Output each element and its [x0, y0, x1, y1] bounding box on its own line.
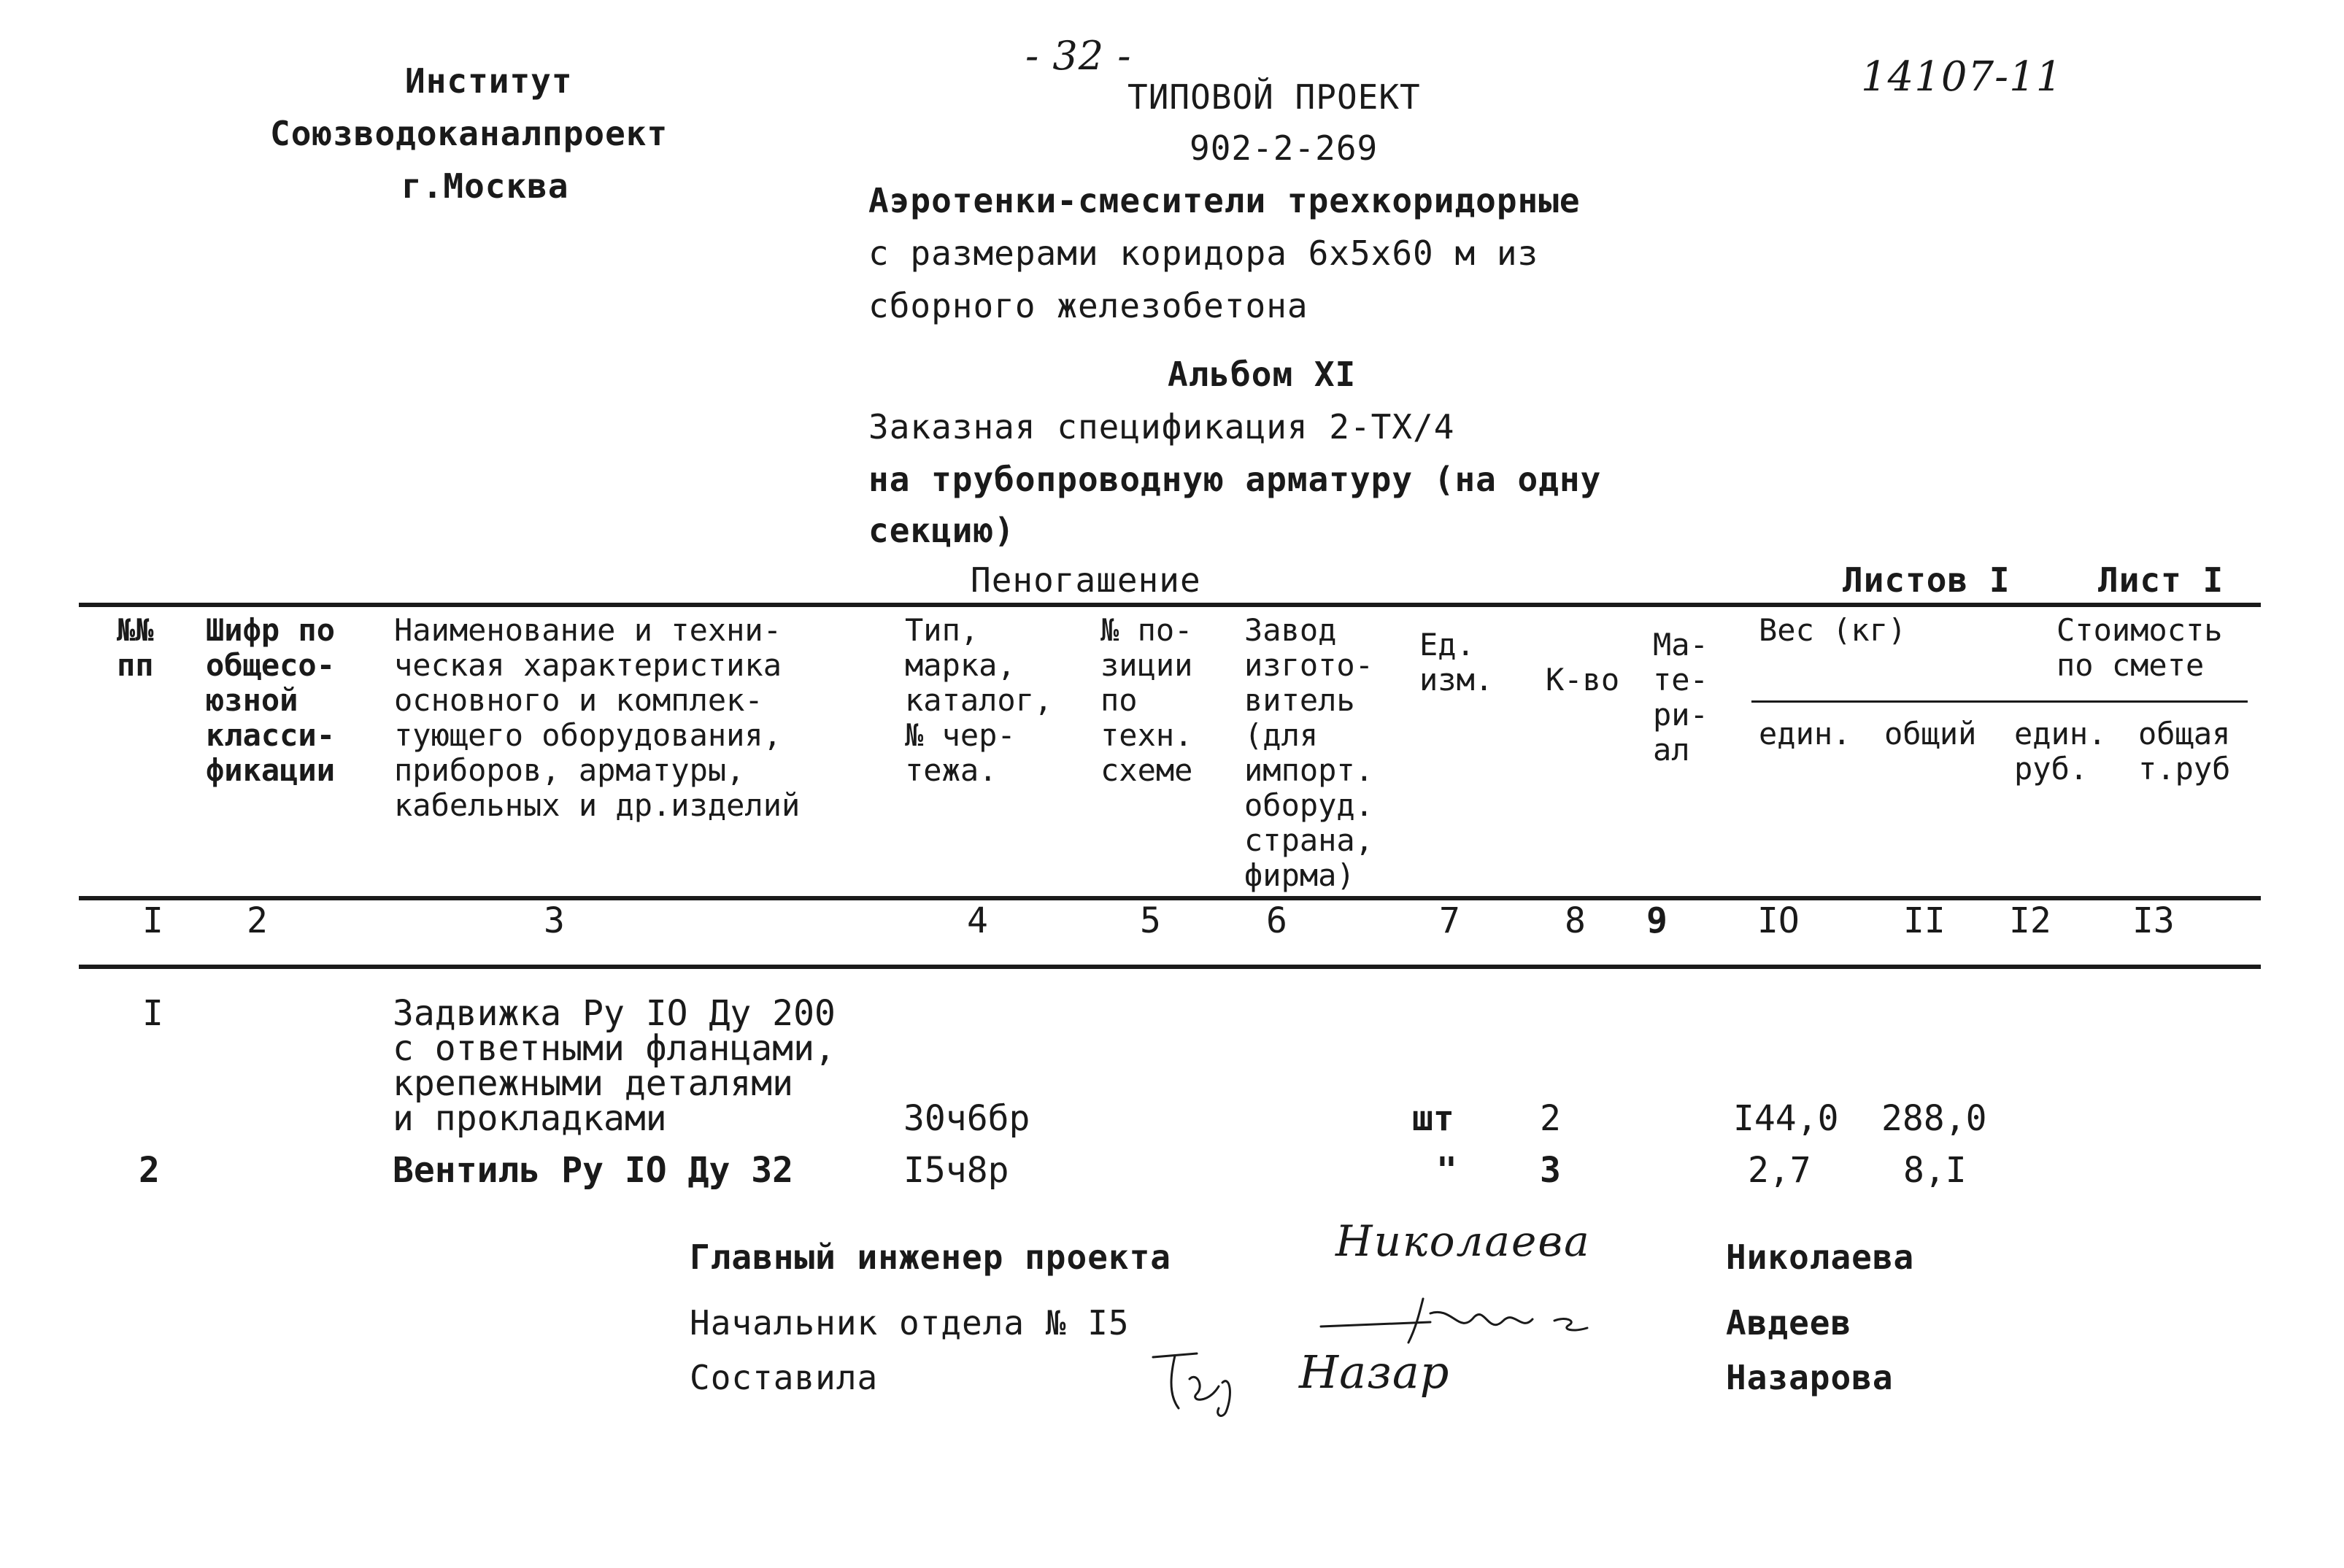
row-1-type: 30ч6бр	[903, 1098, 1030, 1139]
page-number: - 32 -	[1025, 33, 1132, 79]
column-number-1: I	[142, 900, 163, 941]
weight-cost-divider	[1751, 700, 2248, 703]
handwritten-signature-compiler-initials	[1146, 1343, 1277, 1423]
header-col-11: общий	[1884, 716, 1977, 752]
column-number-12: I2	[2009, 900, 2051, 941]
header-col-9: Ма- те- ри- ал	[1653, 627, 1708, 768]
row-1-weight-unit: I44,0	[1733, 1098, 1839, 1139]
header-col-6: Завод изгото- витель (для импорт. оборуд. страна, фирма)	[1244, 612, 1374, 893]
row-2-unit: "	[1436, 1150, 1457, 1191]
spec-title-line-1: Заказная спецификация 2-ТХ/4	[868, 407, 1455, 447]
project-title-line-1: Аэротенки-смесители трехкоридорные	[868, 181, 1581, 220]
album-label: Альбом XI	[1168, 355, 1357, 394]
header-col-13: общая т.руб	[2138, 716, 2231, 787]
institute-city: г.Москва	[401, 166, 569, 206]
header-col-10: един.	[1759, 716, 1851, 752]
row-2-name: Вентиль Ру IO Ду 32	[393, 1150, 794, 1191]
signature-role-department-head: Начальник отдела № I5	[690, 1303, 1130, 1343]
spec-title-line-3: секцию)	[868, 511, 1015, 550]
header-col-5: № по- зиции по техн. схеме	[1100, 612, 1193, 788]
spec-title-line-2: на трубопроводную арматуру (на одну	[868, 460, 1602, 499]
column-number-11: II	[1903, 900, 1946, 941]
table-top-rule	[79, 603, 2261, 607]
column-number-7: 7	[1439, 900, 1460, 941]
header-col-4: Тип, марка, каталог, № чер- тежа.	[905, 612, 1053, 788]
header-col-8: К-во	[1546, 662, 1620, 698]
handwritten-code: 14107-11	[1861, 53, 2063, 101]
handwritten-signature-compiler: Назар	[1299, 1345, 1450, 1399]
section-name: Пеногашение	[971, 560, 1201, 600]
row-2-weight-total: 8,I	[1903, 1150, 1967, 1191]
handwritten-signature-chief-engineer: Николаева	[1335, 1216, 1591, 1266]
column-number-10: IO	[1757, 900, 1800, 941]
header-col-12: един. руб.	[2014, 716, 2107, 787]
signature-role-chief-engineer: Главный инженер проекта	[690, 1237, 1171, 1277]
numbers-bottom-rule	[79, 965, 2261, 969]
project-number: 902-2-269	[1190, 128, 1379, 168]
row-1-unit: шт	[1412, 1098, 1454, 1139]
column-number-3: 3	[544, 900, 565, 941]
row-2-qty: 3	[1540, 1150, 1561, 1191]
column-number-4: 4	[967, 900, 988, 941]
header-col-1: №№ пп	[117, 612, 154, 683]
sheets-total: Листов I	[1843, 560, 2010, 600]
column-number-8: 8	[1565, 900, 1586, 941]
signature-name-department-head: Авдеев	[1726, 1303, 1852, 1343]
sheet-number: Лист I	[2098, 560, 2224, 600]
row-1-weight-total: 288,0	[1881, 1098, 1987, 1139]
header-col-7: Ед. изм.	[1419, 627, 1494, 698]
column-number-5: 5	[1140, 900, 1161, 941]
row-1-number: I	[142, 993, 163, 1034]
header-weight-group: Вес (кг)	[1759, 612, 1907, 648]
row-1-qty: 2	[1540, 1098, 1561, 1139]
header-col-3: Наименование и техни- ческая характеристика основного и комплек- тующего оборудования, приборов, арматуры, кабельных и др.изделий	[394, 612, 801, 823]
row-2-number: 2	[139, 1150, 160, 1191]
column-number-2: 2	[247, 900, 268, 941]
row-2-weight-unit: 2,7	[1748, 1150, 1811, 1191]
signature-name-chief-engineer: Николаева	[1726, 1237, 1915, 1277]
project-title-line-2: с размерами коридора 6х5х60 м из	[868, 233, 1539, 273]
institute-name: Институт	[405, 61, 573, 101]
row-1-name: Задвижка Ру IO Ду 200 с ответными фланцами, крепежными деталями и прокладками	[393, 993, 836, 1139]
signature-role-compiler: Составила	[690, 1358, 879, 1397]
header-cost-group: Стоимость по смете	[2056, 612, 2223, 683]
column-number-6: 6	[1266, 900, 1287, 941]
header-col-2: Шифр по общесо- юзной класси- фикации	[206, 612, 336, 788]
row-2-type: I5ч8р	[903, 1150, 1009, 1191]
column-number-13: I3	[2132, 900, 2175, 941]
project-title-line-3: сборного железобетона	[868, 286, 1308, 325]
institute-org: Союзводоканалпроект	[270, 114, 668, 153]
column-number-9: 9	[1646, 900, 1668, 941]
project-type: ТИПОВОЙ ПРОЕКТ	[1127, 77, 1421, 117]
handwritten-signature-department-head	[1314, 1284, 1664, 1350]
signature-name-compiler: Назарова	[1726, 1358, 1894, 1397]
